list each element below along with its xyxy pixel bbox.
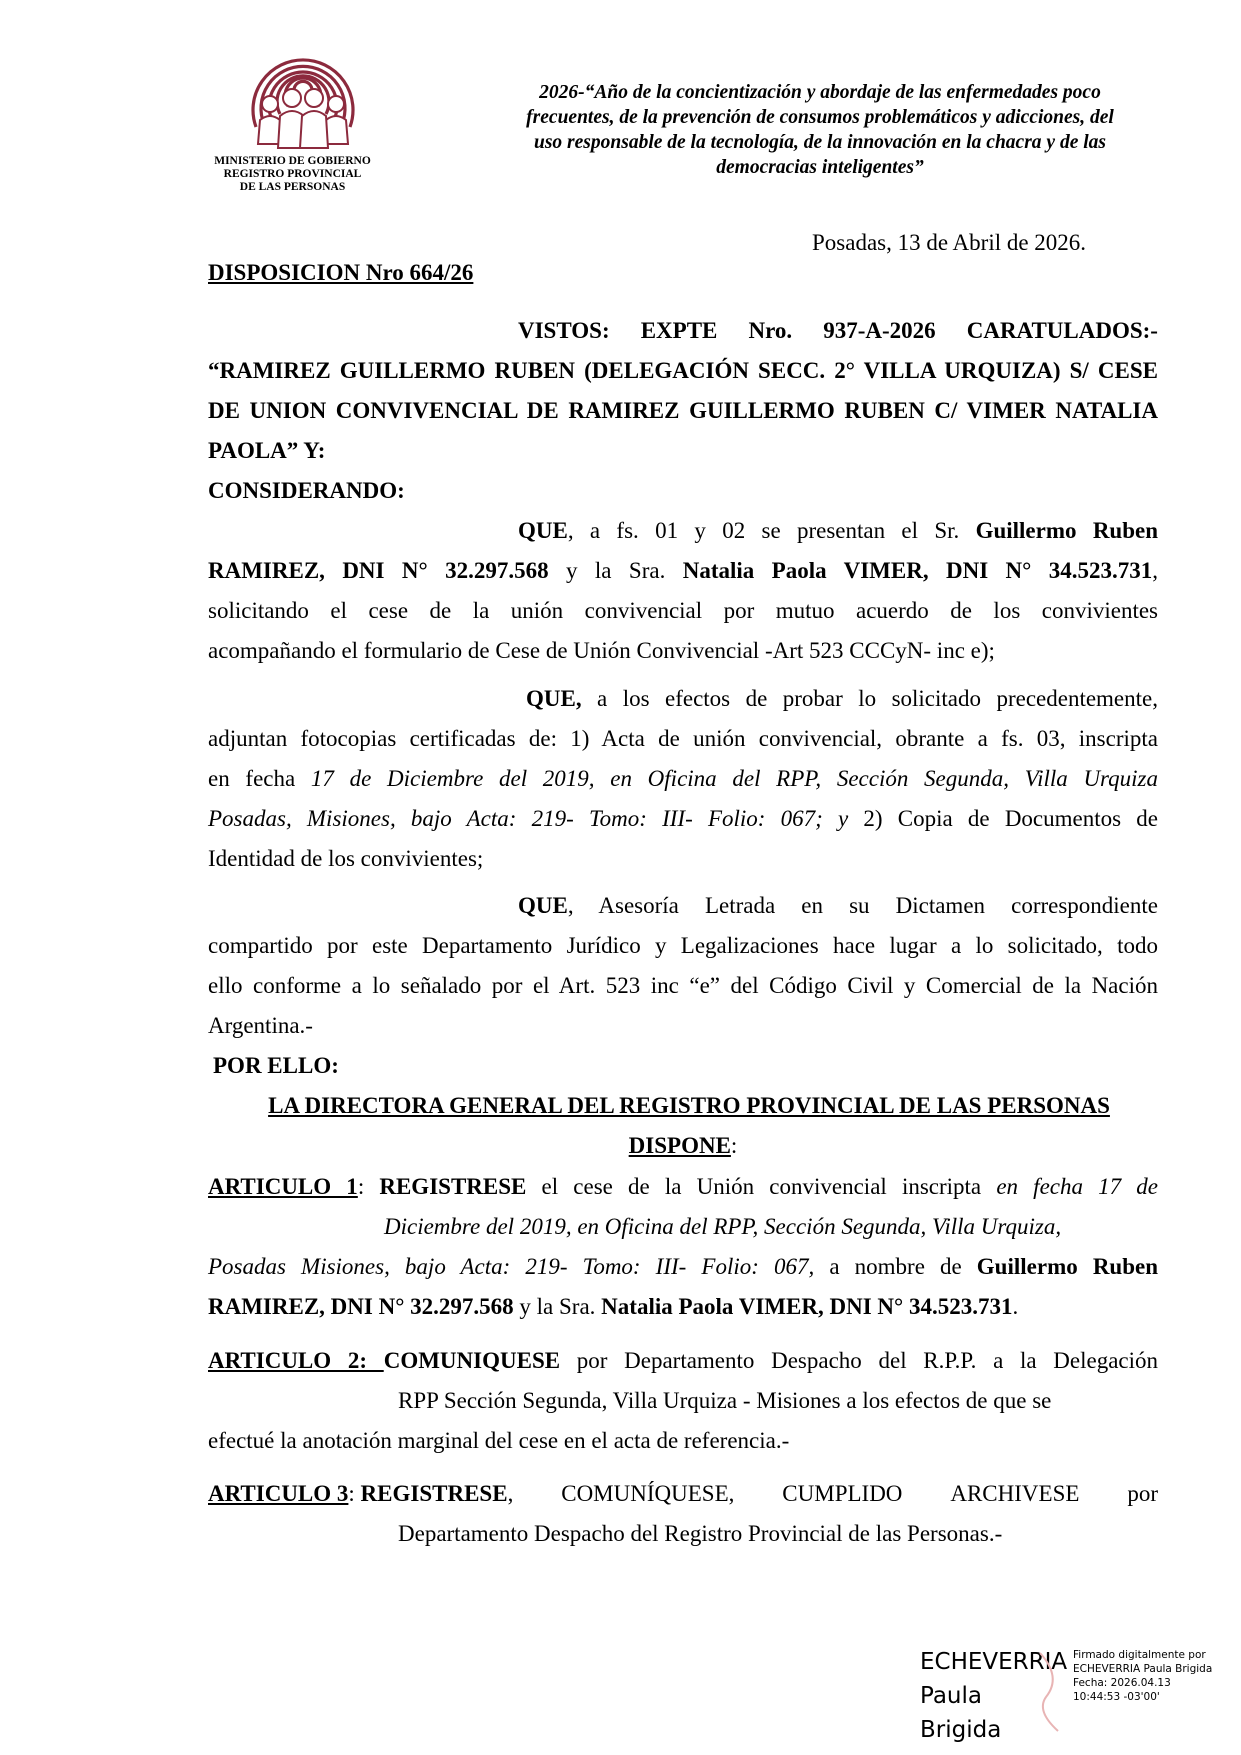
article-2-line bbox=[208, 1348, 1158, 1374]
que1-line: solicitando el cese de la unión convivencial por mutuo acuerdo de los convivientes bbox=[208, 598, 1158, 623]
vistos-word: 937-A-2026 bbox=[823, 318, 936, 343]
vistos-word: CARATULADOS:- bbox=[966, 318, 1158, 343]
article-2-line: efectué la anotación marginal del cese en el acta de referencia.- bbox=[208, 1428, 790, 1453]
text: , Asesoría Letrada en su Dictamen correspondiente bbox=[567, 893, 1158, 918]
text: : bbox=[730, 1133, 738, 1158]
registration-detail: 17 de Diciembre del 2019, en Oficina del RPP, Sección Segunda, Villa Urquiza bbox=[310, 766, 1158, 791]
vistos-line bbox=[518, 318, 1158, 344]
que2-line: Identidad de los convivientes; bbox=[208, 846, 484, 871]
person-name: Guillermo Ruben bbox=[976, 1254, 1159, 1279]
document-date: Posadas, 13 de Abril de 2026. bbox=[812, 230, 1087, 255]
signature-mark-icon bbox=[1032, 1647, 1072, 1735]
directora-heading: LA DIRECTORA GENERAL DEL REGISTRO PROVINCIAL DE LAS PERSONAS bbox=[268, 1093, 1110, 1118]
considerando-heading: CONSIDERANDO: bbox=[208, 478, 405, 503]
text: ARCHIVESE bbox=[950, 1481, 1080, 1506]
article-1-line: Diciembre del 2019, en Oficina del RPP, Sección Segunda, Villa Urquiza, bbox=[384, 1214, 1062, 1239]
motto-line: 2026-“Año de la concientización y abordaje de las enfermedades poco bbox=[539, 82, 1101, 103]
ministry-line: MINISTERIO DE GOBIERNO bbox=[214, 155, 371, 167]
vistos-word: Nro. bbox=[748, 318, 793, 343]
text: por Departamento Despacho del R.P.P. a la Delegación bbox=[560, 1348, 1159, 1373]
que3-line: Argentina.- bbox=[208, 1013, 313, 1038]
signer-name-line: ECHEVERRIA bbox=[920, 1649, 1068, 1675]
text: , a fs. 01 y 02 se presentan el Sr. bbox=[567, 518, 960, 543]
article-label: ARTICULO 2: bbox=[208, 1348, 384, 1373]
signature-details bbox=[1073, 1648, 1241, 1704]
text: por bbox=[1127, 1481, 1158, 1506]
que2-line: adjuntan fotocopias certificadas de: 1) Acta de unión convivencial, obrante a fs. 03, inscripta bbox=[208, 726, 1158, 751]
motto-line: uso responsable de la tecnología, de la innovación en la chacra y de las bbox=[534, 132, 1106, 153]
que2-line bbox=[208, 766, 1158, 792]
que3-line bbox=[518, 893, 1158, 919]
signature-detail-line: Firmado digitalmente por bbox=[1073, 1649, 1206, 1661]
signer-name-line: Paula Brigida bbox=[920, 1683, 1002, 1743]
que3-line: compartido por este Departamento Jurídico y Legalizaciones hace lugar a lo solicitado, todo bbox=[208, 933, 1158, 958]
dispone-heading: DISPONE bbox=[628, 1133, 731, 1158]
que1-line: acompañando el formulario de Cese de Unión Convivencial -Art 523 CCCyN- inc e); bbox=[208, 638, 995, 663]
article-3-line bbox=[208, 1481, 1158, 1507]
que1-line bbox=[518, 518, 1158, 544]
que2-line bbox=[208, 806, 1158, 832]
ministry-label bbox=[190, 155, 395, 194]
signature-detail-line: 10:44:53 -03'00' bbox=[1073, 1691, 1160, 1703]
signature-detail-line: ECHEVERRIA Paula Brigida bbox=[1073, 1663, 1213, 1675]
dispone-line bbox=[208, 1133, 1158, 1159]
article-verb: REGISTRESE bbox=[360, 1481, 508, 1506]
signature-detail-line: Fecha: 2026.04.13 bbox=[1073, 1677, 1171, 1689]
registration-detail: Posadas, Misiones, bajo Acta: 219- Tomo: III- Folio: 067; y bbox=[208, 806, 849, 831]
article-1-line bbox=[208, 1174, 1158, 1200]
que1-line bbox=[208, 558, 1158, 584]
que-keyword: QUE, bbox=[526, 686, 582, 711]
text: a nombre de bbox=[814, 1254, 977, 1279]
text: COMUNÍQUESE, bbox=[561, 1481, 735, 1506]
article-label: ARTICULO 3 bbox=[208, 1481, 349, 1506]
registro-provincial-logo bbox=[238, 32, 368, 157]
article-1-line bbox=[208, 1254, 1158, 1280]
text: , bbox=[1152, 558, 1158, 583]
article-1-line bbox=[208, 1294, 1158, 1320]
person-id: RAMIREZ, DNI N° 32.297.568 bbox=[208, 1294, 514, 1319]
person-id: DNI N° 34.523.731 bbox=[945, 558, 1153, 583]
person-name: Guillermo Ruben bbox=[975, 518, 1159, 543]
que-keyword: QUE bbox=[518, 518, 568, 543]
article-label: ARTICULO 1 bbox=[208, 1174, 358, 1199]
que-keyword: QUE bbox=[518, 893, 568, 918]
article-verb: COMUNIQUESE bbox=[383, 1348, 561, 1373]
year-motto bbox=[490, 80, 1150, 180]
disposition-title: DISPOSICION Nro 664/26 bbox=[208, 260, 474, 285]
text: CUMPLIDO bbox=[782, 1481, 903, 1506]
text: 2) Copia de Documentos de bbox=[848, 806, 1158, 831]
vistos-label: VISTOS: bbox=[518, 318, 610, 343]
text: . bbox=[1012, 1294, 1019, 1319]
que2-line bbox=[526, 686, 1158, 712]
person-id: DNI N° 34.523.731 bbox=[829, 1294, 1013, 1319]
que3-line: ello conforme a lo señalado por el Art. 523 inc “e” del Código Civil y Comercial de la Nación bbox=[208, 973, 1158, 998]
text: , bbox=[922, 558, 946, 583]
text: , bbox=[507, 1481, 514, 1506]
text: a los efectos de probar lo solicitado precedentemente, bbox=[581, 686, 1158, 711]
case-title-line: PAOLA” Y: bbox=[208, 438, 326, 463]
text: y la Sra. bbox=[513, 1294, 602, 1319]
motto-line: democracias inteligentes” bbox=[716, 157, 924, 178]
text: : bbox=[357, 1174, 380, 1199]
article-3-line: Departamento Despacho del Registro Provincial de las Personas.- bbox=[398, 1521, 1003, 1546]
case-title-line: “RAMIREZ GUILLERMO RUBEN (DELEGACIÓN SECC. 2° VILLA URQUIZA) S/ CESE bbox=[208, 358, 1158, 383]
text: , bbox=[817, 1294, 830, 1319]
article-2-line: RPP Sección Segunda, Villa Urquiza - Misiones a los efectos de que se bbox=[398, 1388, 1052, 1413]
registration-detail: en fecha 17 de bbox=[996, 1174, 1159, 1199]
person-name: Natalia Paola VIMER bbox=[682, 558, 923, 583]
text: y la Sra. bbox=[548, 558, 683, 583]
article-verb: REGISTRESE bbox=[379, 1174, 527, 1199]
person-id: RAMIREZ, DNI N° 32.297.568 bbox=[208, 558, 549, 583]
text: el cese de la Unión convivencial inscripta bbox=[526, 1174, 997, 1199]
ministry-line: DE LAS PERSONAS bbox=[239, 181, 346, 193]
ministry-line: REGISTRO PROVINCIAL bbox=[223, 168, 362, 180]
vistos-word: EXPTE bbox=[640, 318, 718, 343]
person-name: Natalia Paola VIMER bbox=[601, 1294, 818, 1319]
text: en fecha bbox=[208, 766, 311, 791]
registration-detail: Posadas Misiones, bajo Acta: 219- Tomo: III- Folio: 067, bbox=[208, 1254, 815, 1279]
motto-line: frecuentes, de la prevención de consumos problemáticos y adicciones, del bbox=[526, 107, 1114, 128]
case-title-line: DE UNION CONVIVENCIAL DE RAMIREZ GUILLERMO RUBEN C/ VIMER NATALIA bbox=[208, 398, 1158, 423]
text: : bbox=[348, 1481, 361, 1506]
por-ello-heading: POR ELLO: bbox=[213, 1053, 339, 1078]
